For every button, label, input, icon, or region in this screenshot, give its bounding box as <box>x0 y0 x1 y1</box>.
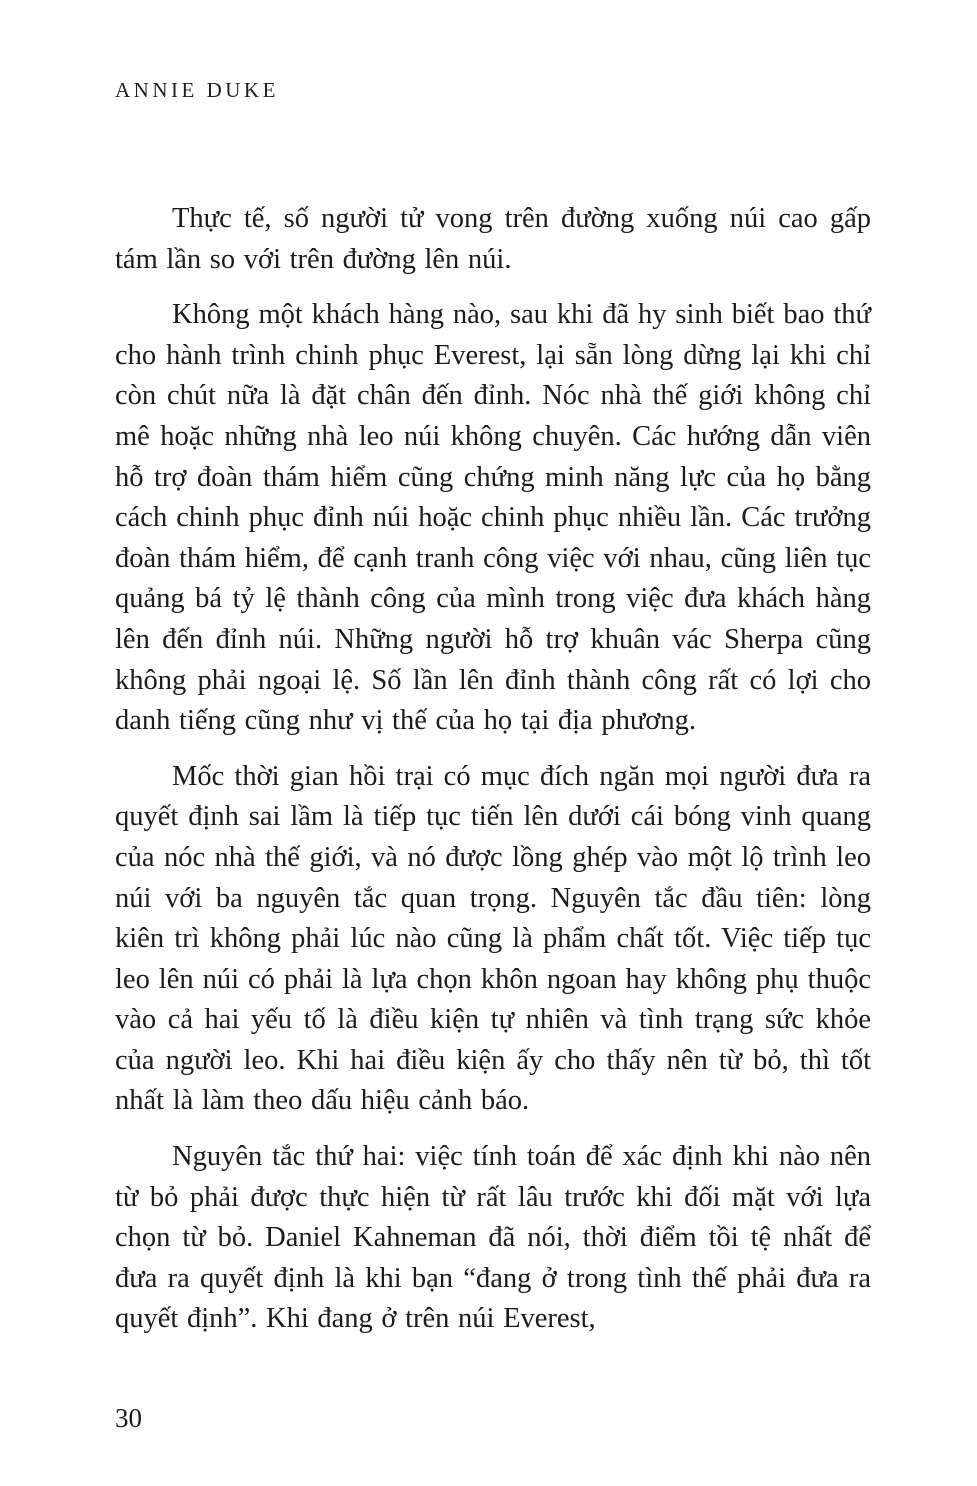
paragraph: Thực tế, số người tử vong trên đường xuống núi cao gấp tám lần so với trên đường lên núi. <box>115 203 871 275</box>
running-header-author: ANNIE DUKE <box>115 78 279 102</box>
paragraph: Mốc thời gian hồi trại có mục đích ngăn mọi người đưa ra quyết định sai lầm là tiếp tục tiến lên dưới cái bóng vinh quang của nóc nhà thế giới, và nó được lồng ghép vào một lộ trình leo núi với ba nguyên tắc quan trọng. Nguyên tắc đầu tiên: lòng kiên trì không phải lúc nào cũng là phẩm chất tốt. Việc tiếp tục leo lên núi có phải là lựa chọn khôn ngoan hay không phụ thuộc vào cả hai yếu tố là điều kiện tự nhiên và tình trạng sức khỏe của người leo. Khi hai điều kiện ấy cho thấy nên từ bỏ, thì tốt nhất là làm theo dấu hiệu cảnh báo. <box>115 760 871 1117</box>
paragraph: Không một khách hàng nào, sau khi đã hy sinh biết bao thứ cho hành trình chinh phục Everest, lại sẵn lòng dừng lại khi chỉ còn chút nữa là đặt chân đến đỉnh. Nóc nhà thế giới không chỉ mê hoặc những nhà leo núi không chuyên. Các hướng dẫn viên hỗ trợ đoàn thám hiểm cũng chứng minh năng lực của họ bằng cách chinh phục đỉnh núi hoặc chinh phục nhiều lần. Các trưởng đoàn thám hiểm, để cạnh tranh công việc với nhau, cũng liên tục quảng bá tỷ lệ thành công của mình trong việc đưa khách hàng lên đến đỉnh núi. Những người hỗ trợ khuân vác Sherpa cũng không phải ngoại lệ. Số lần lên đỉnh thành công rất có lợi cho danh tiếng cũng như vị thế của họ tại địa phương. <box>115 299 871 737</box>
paragraph: Nguyên tắc thứ hai: việc tính toán để xác định khi nào nên từ bỏ phải được thực hiện từ rất lâu trước khi đối mặt với lựa chọn từ bỏ. Daniel Kahneman đã nói, thời điểm tồi tệ nhất để đưa ra quyết định là khi bạn “đang ở trong tình thế phải đưa ra quyết định”. Khi đang ở trên núi Everest, <box>115 1141 871 1335</box>
body-text <box>115 199 871 1340</box>
page-number: 30 <box>115 1403 142 1433</box>
